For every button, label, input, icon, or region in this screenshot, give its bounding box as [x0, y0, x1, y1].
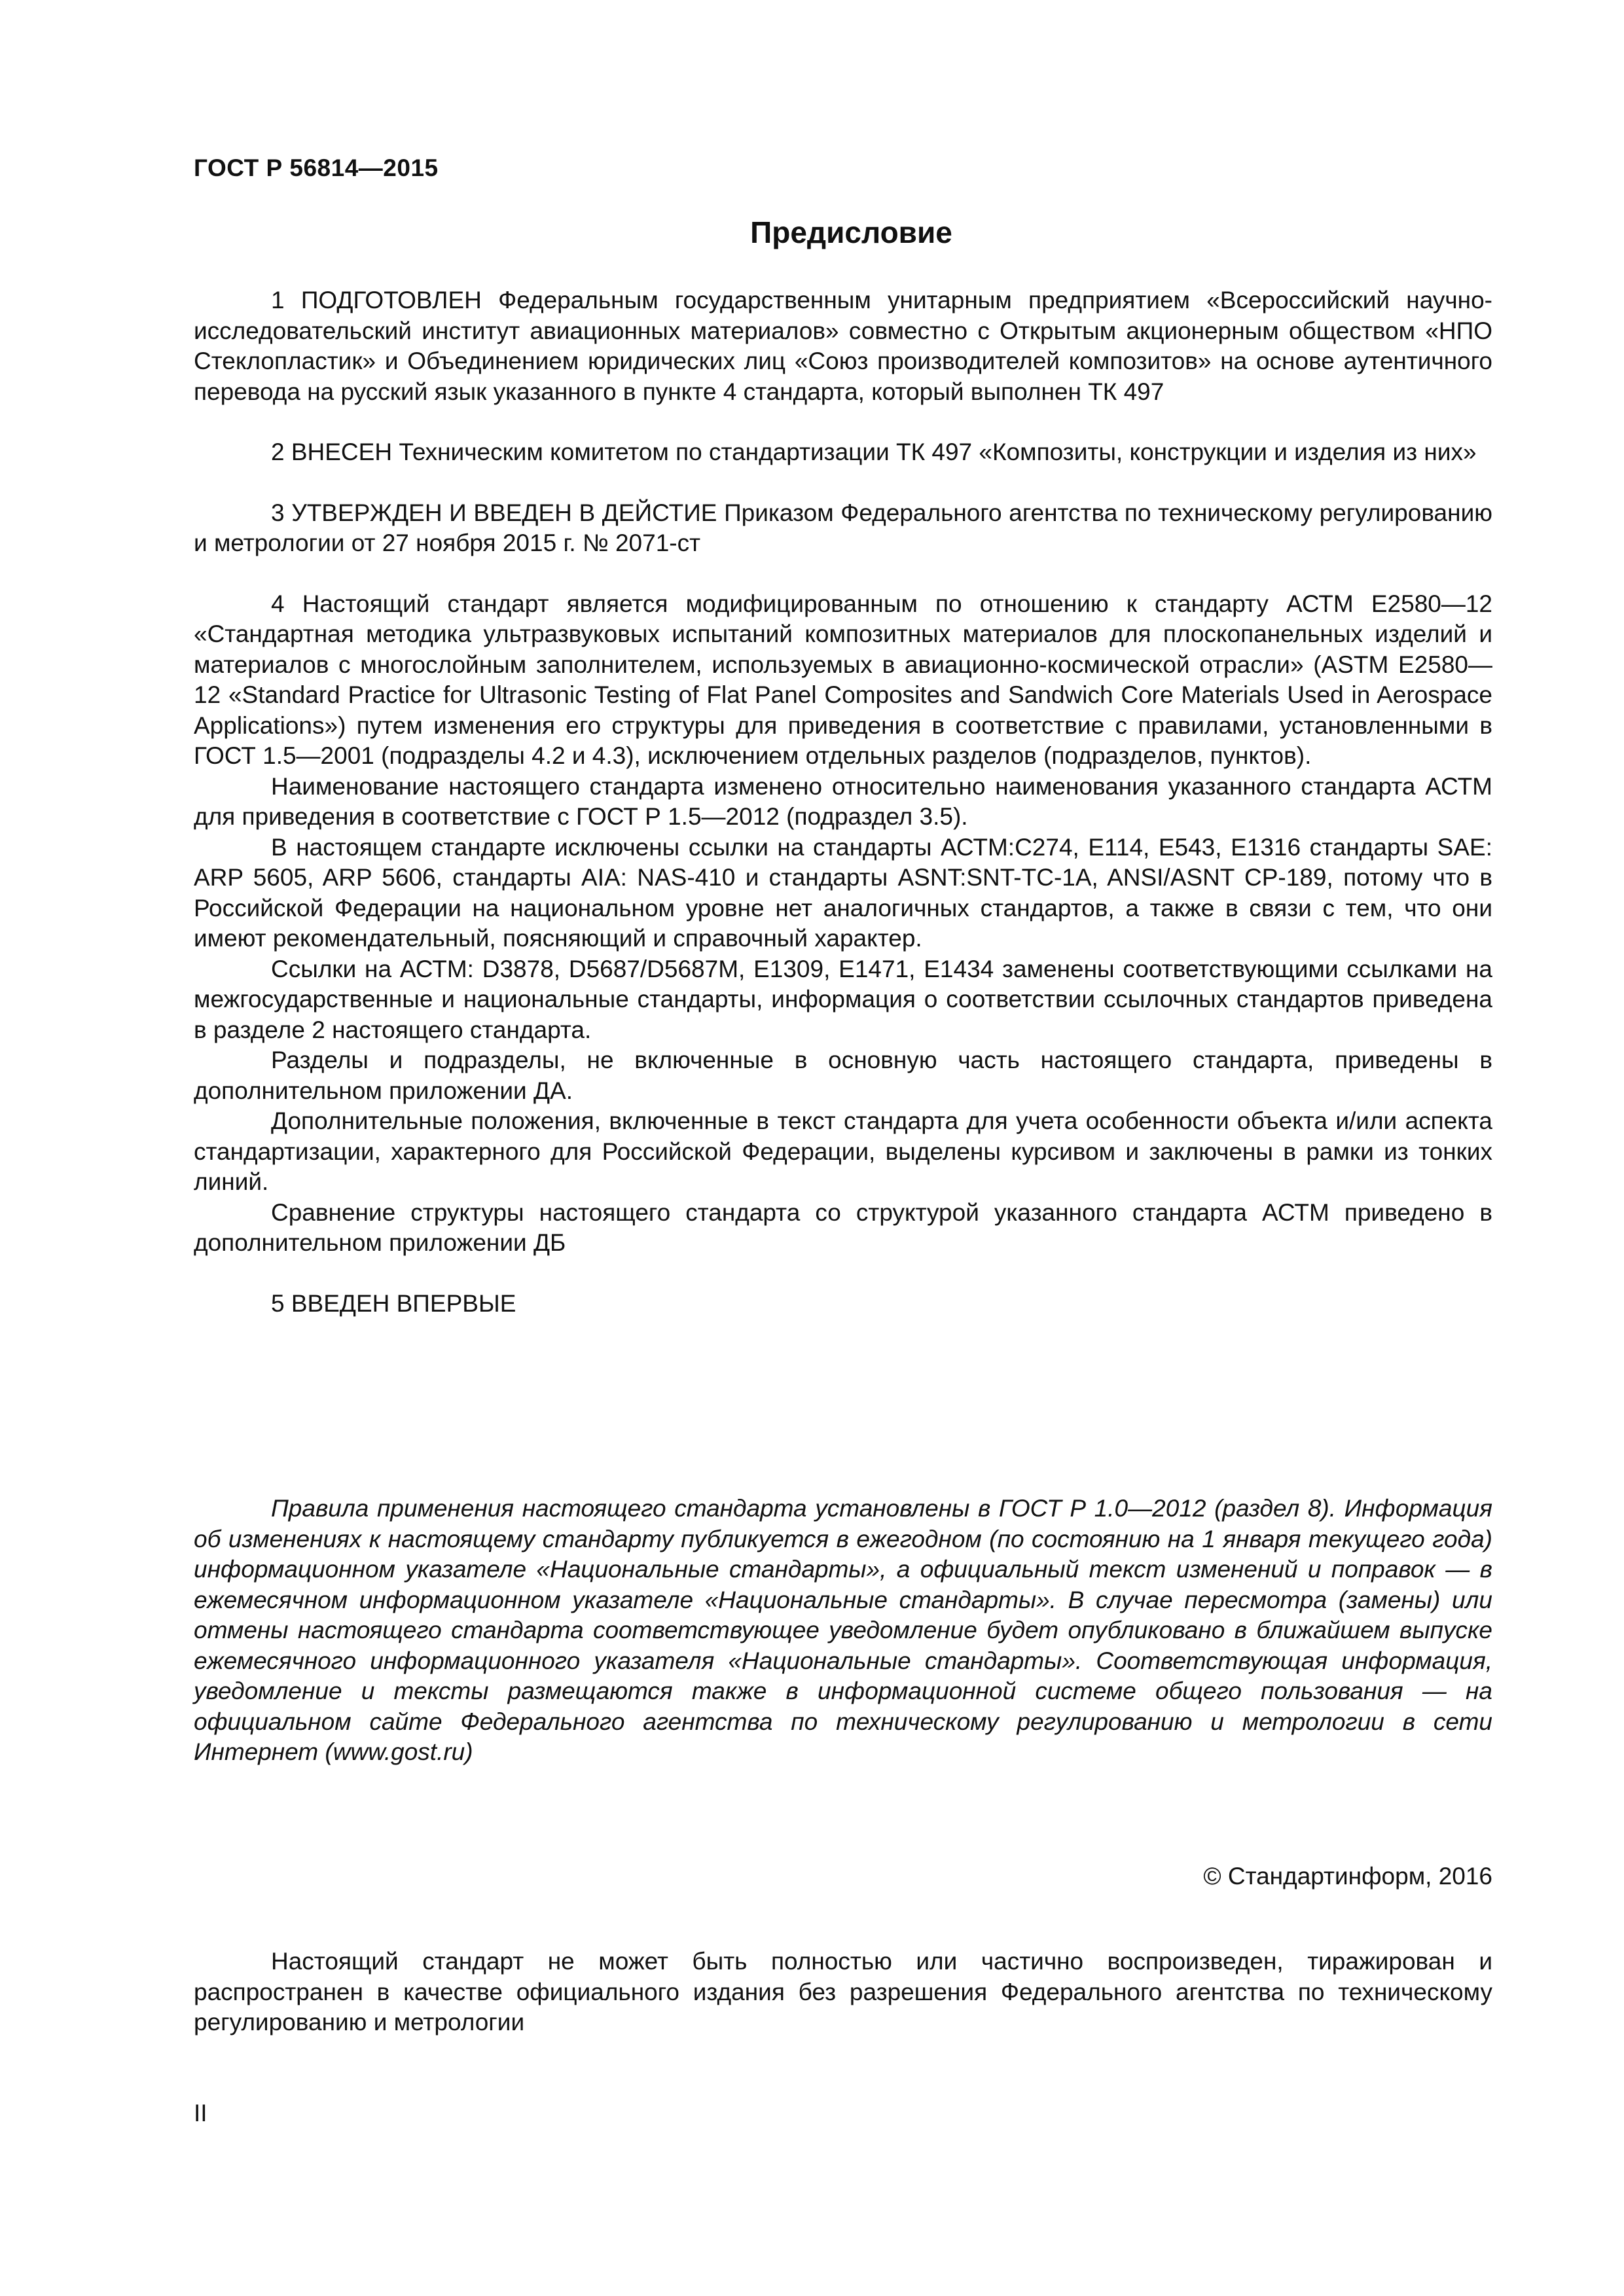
page-number: II	[194, 2100, 208, 2126]
paragraph-4-appendix-da: Разделы и подразделы, не включенные в основную часть настоящего стандарта, приведены в дополнительном приложении ДА.	[194, 1047, 1492, 1104]
reproduction-notice	[194, 1946, 1492, 2038]
notice-text: Правила применения настоящего стандарта установлены в ГОСТ Р 1.0—2012 (раздел 8). Информация об изменениях к настоящему стандарту публикуется в ежегодном (по состоянию на 1 января текущего года) информационном указателе «Национальные стандарты», а официальный текст изменений и поправок — в ежемесячном информационном указателе «Национальные стандарты». В случае пересмотра (замены) или отмены настоящего стандарта соответствующее уведомление будет опубликовано в ближайшем выпуске ежемесячного информационного указателя «Национальные стандарты». Соответствующая информация, уведомление и тексты размещаются также в информационной системе общего пользования — на официальном сайте Федерального агентства по техническому регулированию и метрологии в сети Интернет (www.gost.ru)	[194, 1495, 1492, 1765]
paragraph-4-name-change: Наименование настоящего стандарта изменено относительно наименования указанного стандарта АСТМ для приведения в соответствие с ГОСТ Р 1.5—2012 (подраздел 3.5).	[194, 772, 1492, 830]
paragraph-4-excluded-refs: В настоящем стандарте исключены ссылки на стандарты АСТМ:С274, Е114, Е543, Е1316 стандарты SAE: ARP 5605, ARP 5606, стандарты AIA: NAS-410 и стандарты ASNT:SNT-TC-1A, ANSI/ASNT CP-189, потому что в Российской Федерации на национальном уровне нет аналогичных стандартов, а также в связи с тем, что они имеют рекомендательный, поясняющий и справочный характер.	[194, 833, 1492, 952]
paragraph-4-modified: 4 Настоящий стандарт является модифицированным по отношению к стандарту АСТМ Е2580—12 «Стандартная методика ультразвуковых испытаний композитных материалов для плоскопанельных изделий и материалов с многослойным заполнителем, используемых в авиационно-космической отрасли» (ASTM E2580—12 «Standard Practice for Ultrasonic Testing of Flat Panel Composites and Sandwich Core Materials Used in Aerospace Applications») путем изменения его структуры для приведения в соответствие с правилами, установленными в ГОСТ 1.5—2001 (подразделы 4.2 и 4.3), исключением отдельных разделов (подразделов, пунктов).	[194, 590, 1492, 769]
paragraph-4-replaced-refs: Ссылки на АСТМ: D3878, D5687/D5687M, Е1309, Е1471, Е1434 заменены соответствующими ссылками на межгосударственные и национальные стандарты, информация о соответствии ссылочных стандартов приведена в разделе 2 настоящего стандарта.	[194, 955, 1492, 1043]
paragraph-4-appendix-db: Сравнение структуры настоящего стандарта со структурой указанного стандарта АСТМ приведено в дополнительном приложении ДБ	[194, 1198, 1492, 1256]
standard-code-header: ГОСТ Р 56814—2015	[194, 154, 439, 181]
page-title: Предисловие	[750, 215, 952, 249]
copyright-line: © Стандартинформ, 2016	[1203, 1863, 1492, 1890]
paragraph-4-additional-provisions: Дополнительные положения, включенные в текст стандарта для учета особенности объекта и/или аспекта стандартизации, характерного для Российской Федерации, выделены курсивом и заключены в рамки из тонких линий.	[194, 1107, 1492, 1195]
paragraph-5-first-introduced: 5 ВВЕДЕН ВПЕРВЫЕ	[271, 1289, 516, 1317]
reproduction-text: Настоящий стандарт не может быть полностью или частично воспроизведен, тиражирован и распространен в качестве официального издания без разрешения Федерального агентства по техническому регулированию и метрологии	[194, 1948, 1492, 2036]
paragraph-3-approved: 3 УТВЕРЖДЕН И ВВЕДЕН В ДЕЙСТИЕ Приказом Федерального агентства по техническому регулированию и метрологии от 27 ноября 2015 г. № 2071-ст	[194, 499, 1492, 556]
preface-body	[194, 285, 1492, 1319]
paragraph-1-prepared: 1 ПОДГОТОВЛЕН Федеральным государственным унитарным предприятием «Всероссийский научно-исследовательский институт авиационных материалов» совместно с Открытым акционерным обществом «НПО Стеклопластик» и Объединением юридических лиц «Союз производителей композитов» на основе аутентичного перевода на русский язык указанного в пункте 4 стандарта, который выполнен ТК 497	[194, 287, 1492, 405]
application-notice	[194, 1494, 1492, 1768]
paragraph-2-introduced: 2 ВНЕСЕН Техническим комитетом по стандартизации ТК 497 «Композиты, конструкции и изделия из них»	[271, 439, 1477, 465]
